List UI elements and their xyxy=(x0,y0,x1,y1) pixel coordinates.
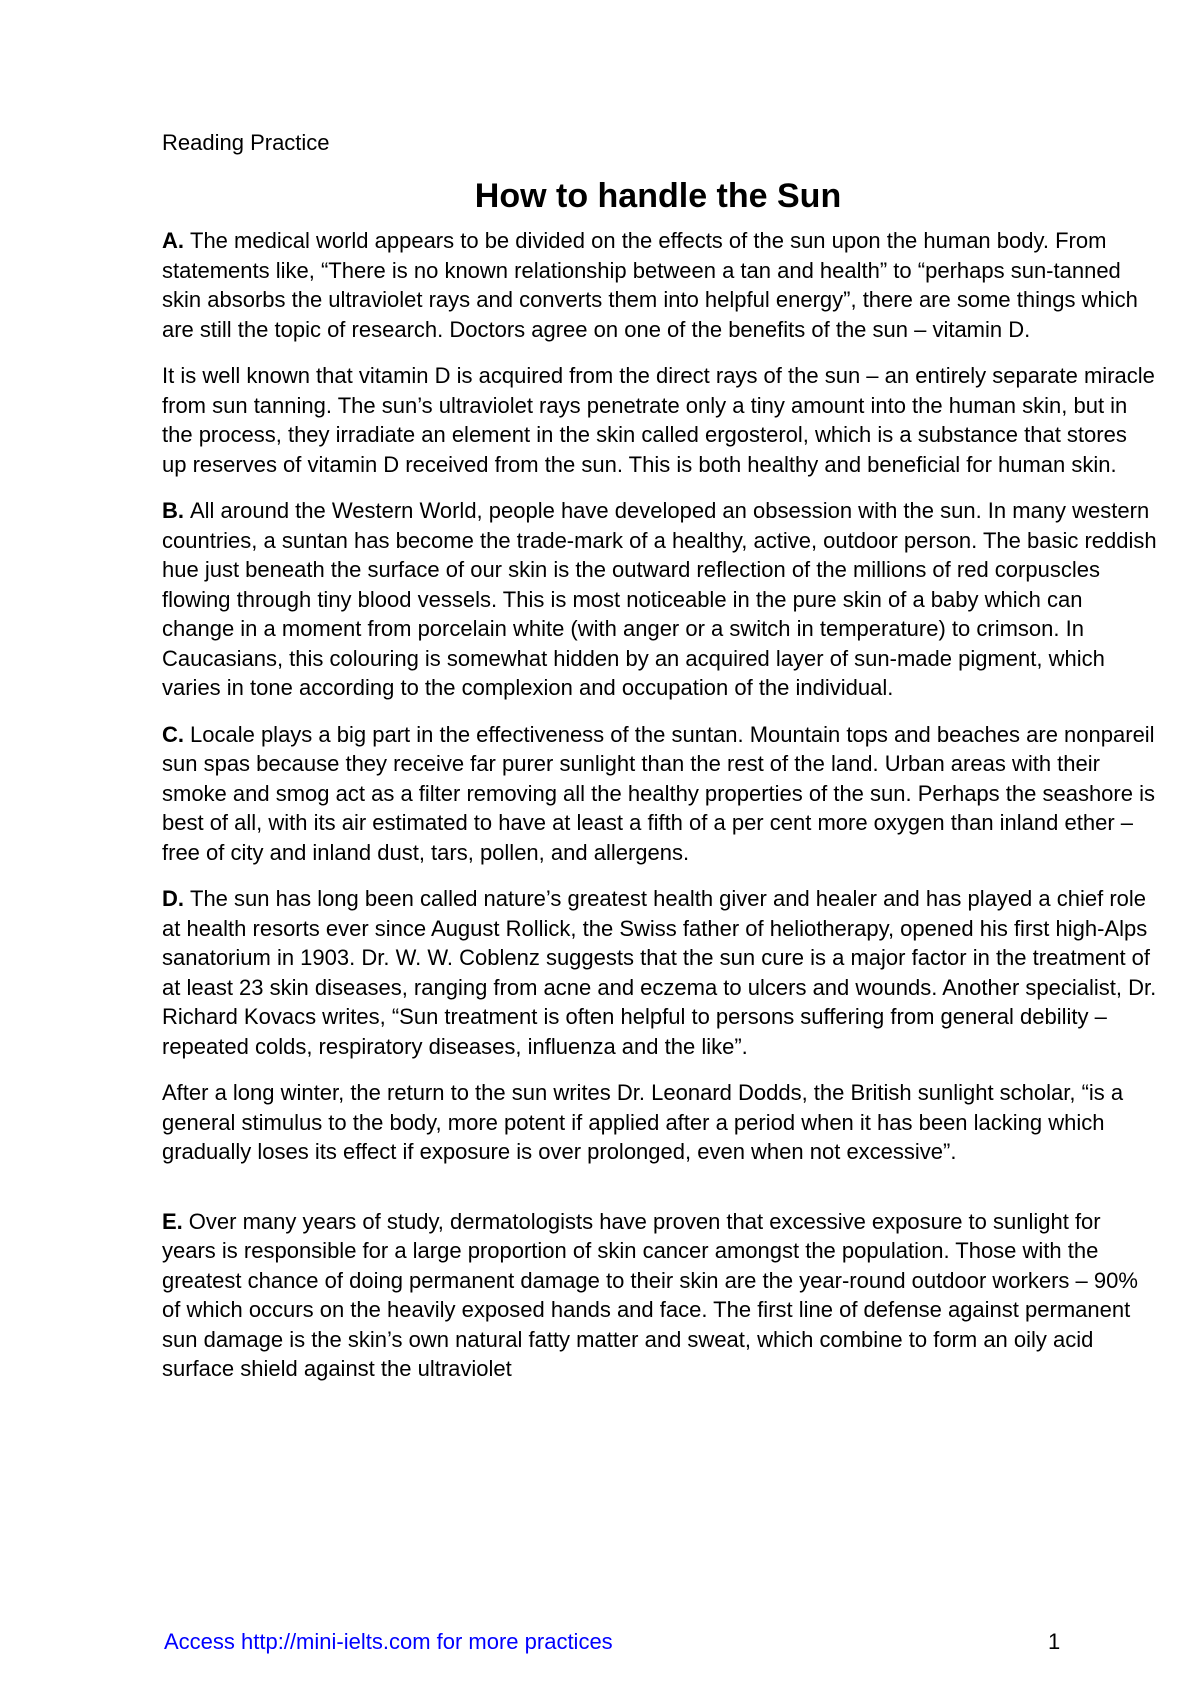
paragraph-d-continued xyxy=(162,1078,1157,1167)
paragraph-text: All around the Western World, people have developed an obsession with the sun. In many western countries, a suntan has become the trade-mark of a healthy, active, outdoor person. The basic reddish hue just beneath the surface of our skin is the outward reflection of the millions of red corpuscles flowing through tiny blood vessels. This is most noticeable in the pure skin of a baby which can change in a moment from porcelain white (with anger or a switch in temperature) to crimson. In Caucasians, this colouring is somewhat hidden by an acquired layer of sun-made pigment, which varies in tone according to the complexion and occupation of the individual. xyxy=(162,498,1157,700)
header-label: Reading Practice xyxy=(162,130,330,155)
paragraph-text: Locale plays a big part in the effectiveness of the suntan. Mountain tops and beaches are nonpareil sun spas because they receive far purer sunlight than the rest of the land. Urban areas with their smoke and smog act as a filter removing all the healthy properties of the sun. Perhaps the seashore is best of all, with its air estimated to have at least a fifth of a per cent more oxygen than inland ether – free of city and inland dust, tars, pollen, and allergens. xyxy=(162,721,1155,865)
paragraph-e xyxy=(162,1207,1157,1384)
article-body xyxy=(162,226,1157,1401)
paragraph-c xyxy=(162,720,1157,868)
page-number: 1 xyxy=(1048,1629,1061,1654)
paragraph-text: Over many years of study, dermatologists have proven that excessive exposure to sunlight for years is responsible for a large proportion of skin cancer amongst the population. Those with the greatest chance of doing permanent damage to their skin are the year-round outdoor workers – 90% of which occurs on the heavily exposed hands and face. The first line of defense against permanent sun damage is the skin’s own natural fatty matter and sweat, which combine to form an oily acid surface shield against the ultraviolet xyxy=(162,1208,1138,1381)
paragraph-text: It is well known that vitamin D is acquired from the direct rays of the sun – an entirely separate miracle from sun tanning. The sun’s ultraviolet rays penetrate only a tiny amount into the human skin, but in the process, they irradiate an element in the skin called ergosterol, which is a substance that stores up reserves of vitamin D received from the sun. This is both healthy and beneficial for human skin. xyxy=(162,363,1155,477)
footer-website-link[interactable]: Access http://mini-ielts.com for more practices xyxy=(164,1629,613,1654)
paragraph-a-continued xyxy=(162,361,1157,479)
paragraph-text: The medical world appears to be divided on the effects of the sun upon the human body. From statements like, “There is no known relationship between a tan and health” to “perhaps sun-tanned skin absorbs the ultraviolet rays and converts them into helpful energy”, there are some things which are still the topic of research. Doctors agree on one of the benefits of the sun – vitamin D. xyxy=(162,228,1138,342)
paragraph-d xyxy=(162,884,1157,1061)
paragraph-marker: B. xyxy=(162,498,184,523)
paragraph-a xyxy=(162,226,1157,344)
paragraph-marker: C. xyxy=(162,721,184,747)
paragraph-marker: E. xyxy=(162,1208,183,1234)
paragraph-text: The sun has long been called nature’s greatest health giver and healer and has played a chief role at health resorts ever since August Rollick, the Swiss father of heliotherapy, opened his first high-Alps sanatorium in 1903. Dr. W. W. Coblenz suggests that the sun cure is a major factor in the treatment of at least 23 skin diseases, ranging from acne and eczema to ulcers and wounds. Another specialist, Dr. Richard Kovacs writes, “Sun treatment is often helpful to persons suffering from general debility – repeated colds, respiratory diseases, influenza and the like”. xyxy=(162,886,1157,1059)
paragraph-text: After a long winter, the return to the sun writes Dr. Leonard Dodds, the British sunlight scholar, “is a general stimulus to the body, more potent if applied after a period when it has been lacking which gradually loses its effect if exposure is over prolonged, even when not excessive”. xyxy=(162,1080,1124,1164)
paragraph-marker: A. xyxy=(162,228,184,253)
page-title: How to handle the Sun xyxy=(474,177,842,215)
paragraph-marker: D. xyxy=(162,886,184,911)
paragraph-b xyxy=(162,496,1157,703)
